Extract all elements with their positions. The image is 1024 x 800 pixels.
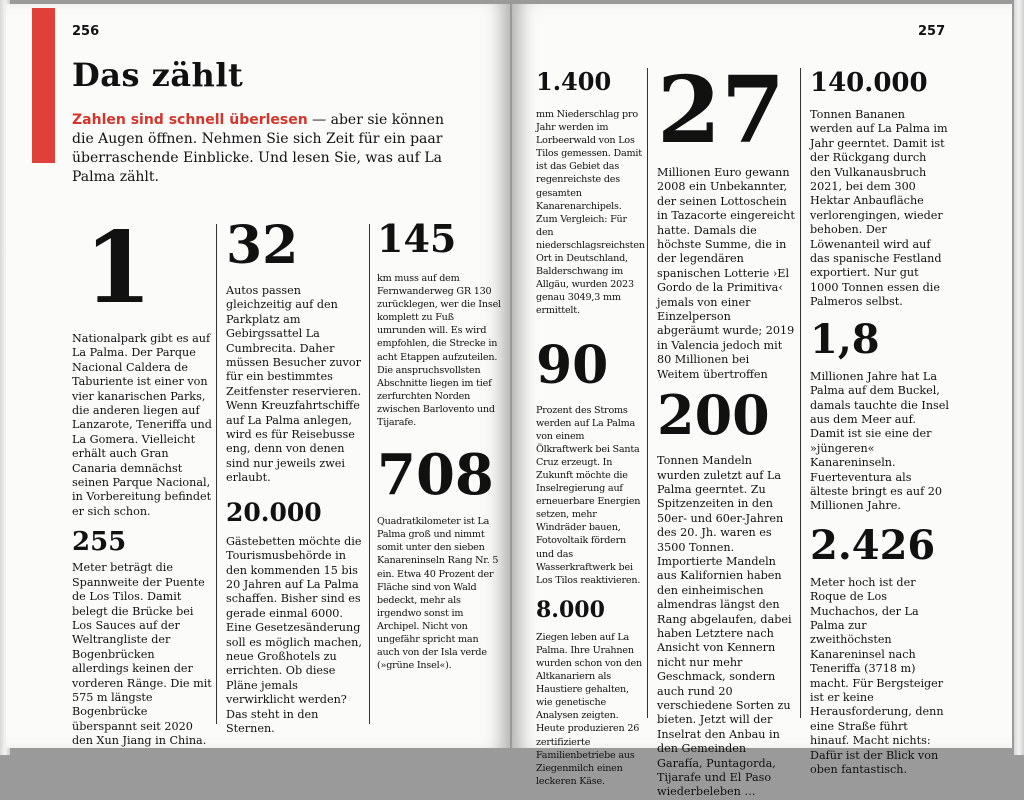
fact-number: 2.426 bbox=[810, 521, 936, 569]
intro-lead: Zahlen sind schnell überlesen bbox=[72, 112, 308, 128]
fact-text: Prozent des Stroms werden auf La Palma von einem Ölkraftwerk bei Santa Cruz erzeugt. In Zukunft möchte die Inselregierung auf erneuerbare Energien setzen, mehr Windräder bauen, Fotovoltaik fördern und das Wasserkraftwerk bei Los Tilos reaktivieren. bbox=[536, 404, 641, 586]
fact-number: 255 bbox=[72, 527, 127, 558]
fact-text: Quadratkilometer ist La Palma groß und nimmt somit unter den sieben Kanareninseln Rang Nr. 5 ein. Etwa 40 Prozent der Fläche sind von Wald bedeckt, mehr als irgendwo sonst im Archipel. Nicht von ungefähr spricht man auch von der Isla verde (»grüne Insel«). bbox=[377, 516, 499, 672]
fact-column-5 bbox=[657, 56, 795, 800]
book-edge-right bbox=[1014, 0, 1024, 755]
fact-text: Meter beträgt die Spannweite der Puente de Los Tilos. Damit belegt die Brücke bei Los Sauces auf der Weltrangliste der Bogenbrücken allerdings keinen der vorderen Ränge. Die mit 575 m längste Bogenbrücke überspannt seit 2020 den Xun Jiang in China. bbox=[72, 561, 212, 748]
fact-number: 200 bbox=[657, 383, 770, 448]
fact-text: Ziegen leben auf La Palma. Ihre Urahnen wurden schon von den Altkanariern als Haustiere gehalten, wie genetische Analysen zeigten. Heute produzieren 26 zertifizierte Familienbetriebe aus Ziegenmilch einen leckeren Käse. bbox=[536, 631, 642, 787]
fact-text: Gästebetten möchte die Tourismusbehörde in den kommenden 15 bis 20 Jahren auf La Palma schaffen. Bisher sind es gerade einmal 6000. Eine Gesetzesänderung soll es möglich machen, neue Großhotels zu errichten. Ob diese Pläne jemals verwirklicht werden? Das steht in den Sternen. bbox=[226, 534, 362, 735]
fact-number: 708 bbox=[377, 442, 494, 509]
fact-number: 90 bbox=[536, 334, 609, 396]
column-divider bbox=[216, 224, 217, 724]
fact-column-6 bbox=[810, 70, 950, 777]
column-divider bbox=[800, 68, 801, 718]
fact-text: Tonnen Bananen werden auf La Palma im Jahr geerntet. Damit ist der Rückgang durch den Vulkanausbruch 2021, bei dem 300 Hektar Anbaufläche verlorengingen, wieder behoben. Der Löwenanteil wird auf das spanische Festland exportiert. Nur gut 1000 Tonnen essen die Palmeros selbst. bbox=[810, 108, 948, 309]
right-page bbox=[512, 4, 1012, 799]
fact-column-1 bbox=[72, 211, 212, 749]
fact-text: Nationalpark gibt es auf La Palma. Der Parque Nacional Caldera de Taburiente ist einer von vier kanarischen Parks, die anderen liegen auf Lanzarote, Teneriffa und La Gomera. Vielleicht erhält auch Gran Canaria demnächst seinen Parque Nacional, in Vorbereitung befindet er sich schon. bbox=[72, 332, 212, 518]
fact-column-2 bbox=[226, 215, 366, 736]
page-title: Das zählt bbox=[72, 56, 244, 94]
red-accent-bar bbox=[32, 8, 55, 163]
fact-text: Meter hoch ist der Roque de Los Muchachos, der La Palma zur zweithöchsten Kanareninsel nach Teneriffa (3718 m) macht. Für Bergsteiger ist er keine Herausforderung, denn eine Straße führt hinauf. Macht nichts: Dafür ist der Blick von oben fantastisch. bbox=[810, 575, 944, 777]
fact-text: km muss auf dem Fernwanderweg GR 130 zurücklegen, wer die Insel komplett zu Fuß umrunden will. Es wird empfohlen, die Strecke in acht Etappen aufzuteilen. Die anspruchsvollsten Abschnitte liegen im tief zerfurchten Norden zwischen Barlovento und Tijarafe. bbox=[377, 273, 501, 429]
fact-number: 20.000 bbox=[226, 497, 322, 527]
page-number-left: 256 bbox=[72, 24, 100, 39]
fact-text: Tonnen Mandeln wurden zuletzt auf La Palma geerntet. Zu Spitzenzeiten in den 50er- und 60er-Jahren des 20. Jh. waren es 3500 Tonnen. Importierte Mandeln aus Kalifornien haben den einheimischen almendras längst den Rang abgelaufen, dabei haben Letztere nach Ansicht von Kennern nicht nur mehr Geschmack, sondern auch rund 20 verschiedene Sorten zu bieten. Jetzt will der Inselrat den Anbau in den Gemeinden Garafía, Puntagorda, Tijarafe und El Paso wiederbeleben … bbox=[657, 454, 792, 799]
fact-number: 1,8 bbox=[810, 315, 880, 363]
fact-number: 1.400 bbox=[536, 67, 612, 96]
left-page bbox=[6, 4, 510, 748]
intro-rest: — aber sie können die Augen öffnen. Nehmen Sie sich Zeit für ein paar überraschende Einblicke. Und lesen Sie, was auf La Palma zählt. bbox=[72, 112, 444, 185]
fact-text: Autos passen gleichzeitig auf den Parkplatz am Gebirgssattel La Cumbrecita. Daher müssen Besucher zuvor für ein bestimmtes Zeitfenster reservieren. Wenn Kreuzfahrtschiffe auf La Palma anlegen, wird es für Reisebusse eng, denn von denen sind nur jeweils zwei erlaubt. bbox=[226, 284, 362, 485]
column-divider bbox=[647, 68, 648, 718]
fact-number: 140.000 bbox=[810, 68, 928, 98]
fact-number: 27 bbox=[657, 56, 786, 164]
fact-text: mm Niederschlag pro Jahr werden im Lorbeerwald von Los Tilos gemessen. Damit ist das Gebiet das regenreichste des gesamten Kanarenarchipels. Zum Vergleich: Für den niederschlagsreichsten Ort in Deutschland, Balderschwang im Allgäu, wurden 2023 genau 3049,3 mm ermittelt. bbox=[536, 109, 645, 317]
fact-number: 145 bbox=[377, 216, 457, 261]
fact-number: 1 bbox=[84, 211, 153, 326]
fact-number: 8.000 bbox=[536, 596, 605, 623]
fact-column-3 bbox=[377, 216, 503, 672]
fact-number: 32 bbox=[226, 215, 299, 276]
page-number-right: 257 bbox=[918, 24, 946, 39]
column-divider bbox=[369, 224, 370, 724]
intro-text bbox=[72, 111, 462, 187]
fact-text: Millionen Euro gewann 2008 ein Unbekannter, der seinen Lottoschein in Tazacorte eingereicht hatte. Damals die höchste Summe, die in der legendären spanischen Lotterie ›El Gordo de la Primitiva‹ jemals von einer Einzelperson abgeräumt wurde; 2019 in Valencia jedoch mit 80 Millionen bei Weitem übertroffen bbox=[657, 166, 795, 381]
fact-text: Millionen Jahre hat La Palma auf dem Buckel, damals tauchte die Insel aus dem Meer auf. Damit ist sie eine der »jüngeren« Kanareninseln. Fuerteventura als älteste bringt es auf 20 Millionen Jahre. bbox=[810, 369, 949, 513]
fact-column-4 bbox=[536, 67, 645, 788]
